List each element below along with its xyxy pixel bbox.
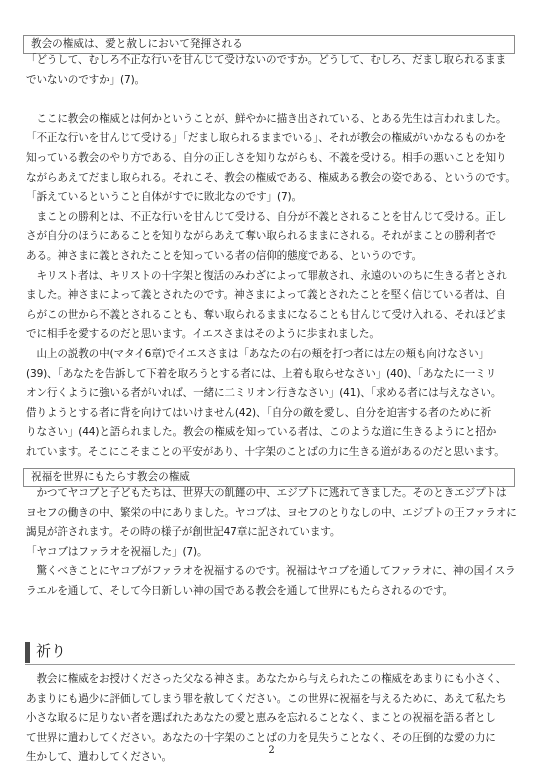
text-line: て世界に遣わしてください。あなたの十字架のことばの力を見失うことなく、その圧倒的な愛の力に — [26, 731, 496, 744]
text-line: 知っている教会のやり方である、自分の正しさを知りながらも、不義を受ける。相手の悪いことを知り — [26, 151, 507, 164]
text-line: 小さな取るに足りない者を選ばれたあなたの愛と恵みを忘れることなく、まことの祝福を語る者とし — [26, 712, 496, 725]
text-line: 借りようとする者に背を向けてはいけません(42)、「自分の敵を愛し、自分を迫害する者のために祈 — [26, 406, 491, 419]
text-line — [26, 90, 526, 110]
text-line: らがこの世から不義とされることも、奪い取られるままになることも甘んじて受け入れる、それほどま — [26, 308, 507, 321]
text-line: 「不正な行いを甘んじて受ける」「だまし取られるままでいる」、それが教会の権威がいかなるものかを — [26, 132, 507, 145]
text-line: ある。神さまに義とされたことを知っている者の信仰的態度である、というのです。 — [26, 249, 423, 262]
text-line: 教会に権威をお授けくださった父なる神さま。あなたから与えられたこの権威をあまりにも小さく、 — [26, 673, 507, 685]
section-body — [26, 51, 526, 462]
text-line: でに相手を愛するのだと思います。イエスさまはそのように歩まれました。 — [26, 328, 380, 341]
text-line: キリスト者は、キリストの十字架と復活のみわざによって罪赦され、永遠のいのちに生きる者とされ — [26, 269, 507, 282]
text-line: 「ヤコブはファラオを祝福した」(7)。 — [26, 545, 208, 558]
text-line: れています。そこにこそまことの平安があり、十字架のことばの力に生きる道があるのだと思います。 — [26, 445, 505, 458]
section-heading: 祝福を世界にもたらす教会の権威 — [31, 471, 190, 483]
text-line: 山上の説教の中(マタイ6章)でイエスさまは「あなたの右の頬を打つ者には左の頬も向けなさい」 — [26, 347, 489, 360]
text-line: まことの勝利とは、不正な行いを甘んじて受ける、自分が不義とされることを甘んじて受ける。正し — [26, 210, 507, 223]
text-line: さが自分のほうにあることを知りながらあえて奪い取られるままにされる。それがまことの勝利者で — [26, 230, 496, 243]
text-line: オン行くように強いる者がいれば、一緒に二ミリオン行きなさい」(41)、「求める者には与えなさい。 — [26, 387, 502, 400]
text-line: 「訴えているということ自体がすでに敗北なのです」(7)。 — [26, 191, 302, 204]
text-line: りなさい」(44)と語られました。教会の権威を知っている者は、このような道に生きるようにと招か — [26, 426, 497, 439]
text-line: 謁見が許されます。その時の様子が創世記47章に記されています。 — [26, 526, 341, 539]
text-line: あまりにも過少に評価してしまう罪を赦してください。この世界に祝福を与えるために、あえて私たち — [26, 692, 507, 705]
text-line: ここに教会の権威とは何かということが、鮮やかに描き出されている、とある先生は言われました。 — [26, 112, 507, 125]
page-number: 2 — [268, 745, 275, 756]
section-heading: 教会の権威は、愛と赦しにおいて発揮される — [31, 38, 243, 50]
text-line: (39)、「あなたを告訴して下着を取ろうとする者には、上着も取らせなさい」(40)、「あなたに一ミリ — [26, 367, 497, 380]
text-line: ながらあえてだまし取られる。それこそ、教会の権威である、権威ある教会の姿である、というのです。 — [26, 171, 516, 184]
heading-accent-bar — [25, 642, 30, 663]
text-line: 驚くべきことにヤコブがファラオを祝福するのです。祝福はヤコブを通してファラオに、神の国イスラ — [26, 565, 516, 578]
text-line: ヨセフの働きの中、繁栄の中にありました。ヤコブは、ヨセフのとりなしの中、エジプトの王ファラオに — [26, 506, 517, 519]
text-line: かつてヤコブと子どもたちは、世界大の飢饉の中、エジプトに逃れてきました。そのときエジプトは — [26, 487, 507, 499]
text-line: ました。神さまによって義とされたのです。神さまによって義とされたことを堅く信じている者は、自 — [26, 289, 506, 302]
text-line: 「どうして、むしろ不正な行いを甘んじて受けないのですか。どうして、むしろ、だまし取られるまま — [26, 54, 506, 66]
prayer-heading: 祈り — [36, 642, 67, 660]
text-line: ラエルを通して、そして今日新しい神の国である教会を通して世界にもたらされるのです。 — [26, 584, 454, 597]
heading-rule — [25, 664, 515, 665]
text-line: でいないのですか」(7)。 — [26, 73, 145, 86]
text-line: 生かして、遣わしてください。 — [26, 751, 172, 764]
section-body — [26, 484, 526, 602]
